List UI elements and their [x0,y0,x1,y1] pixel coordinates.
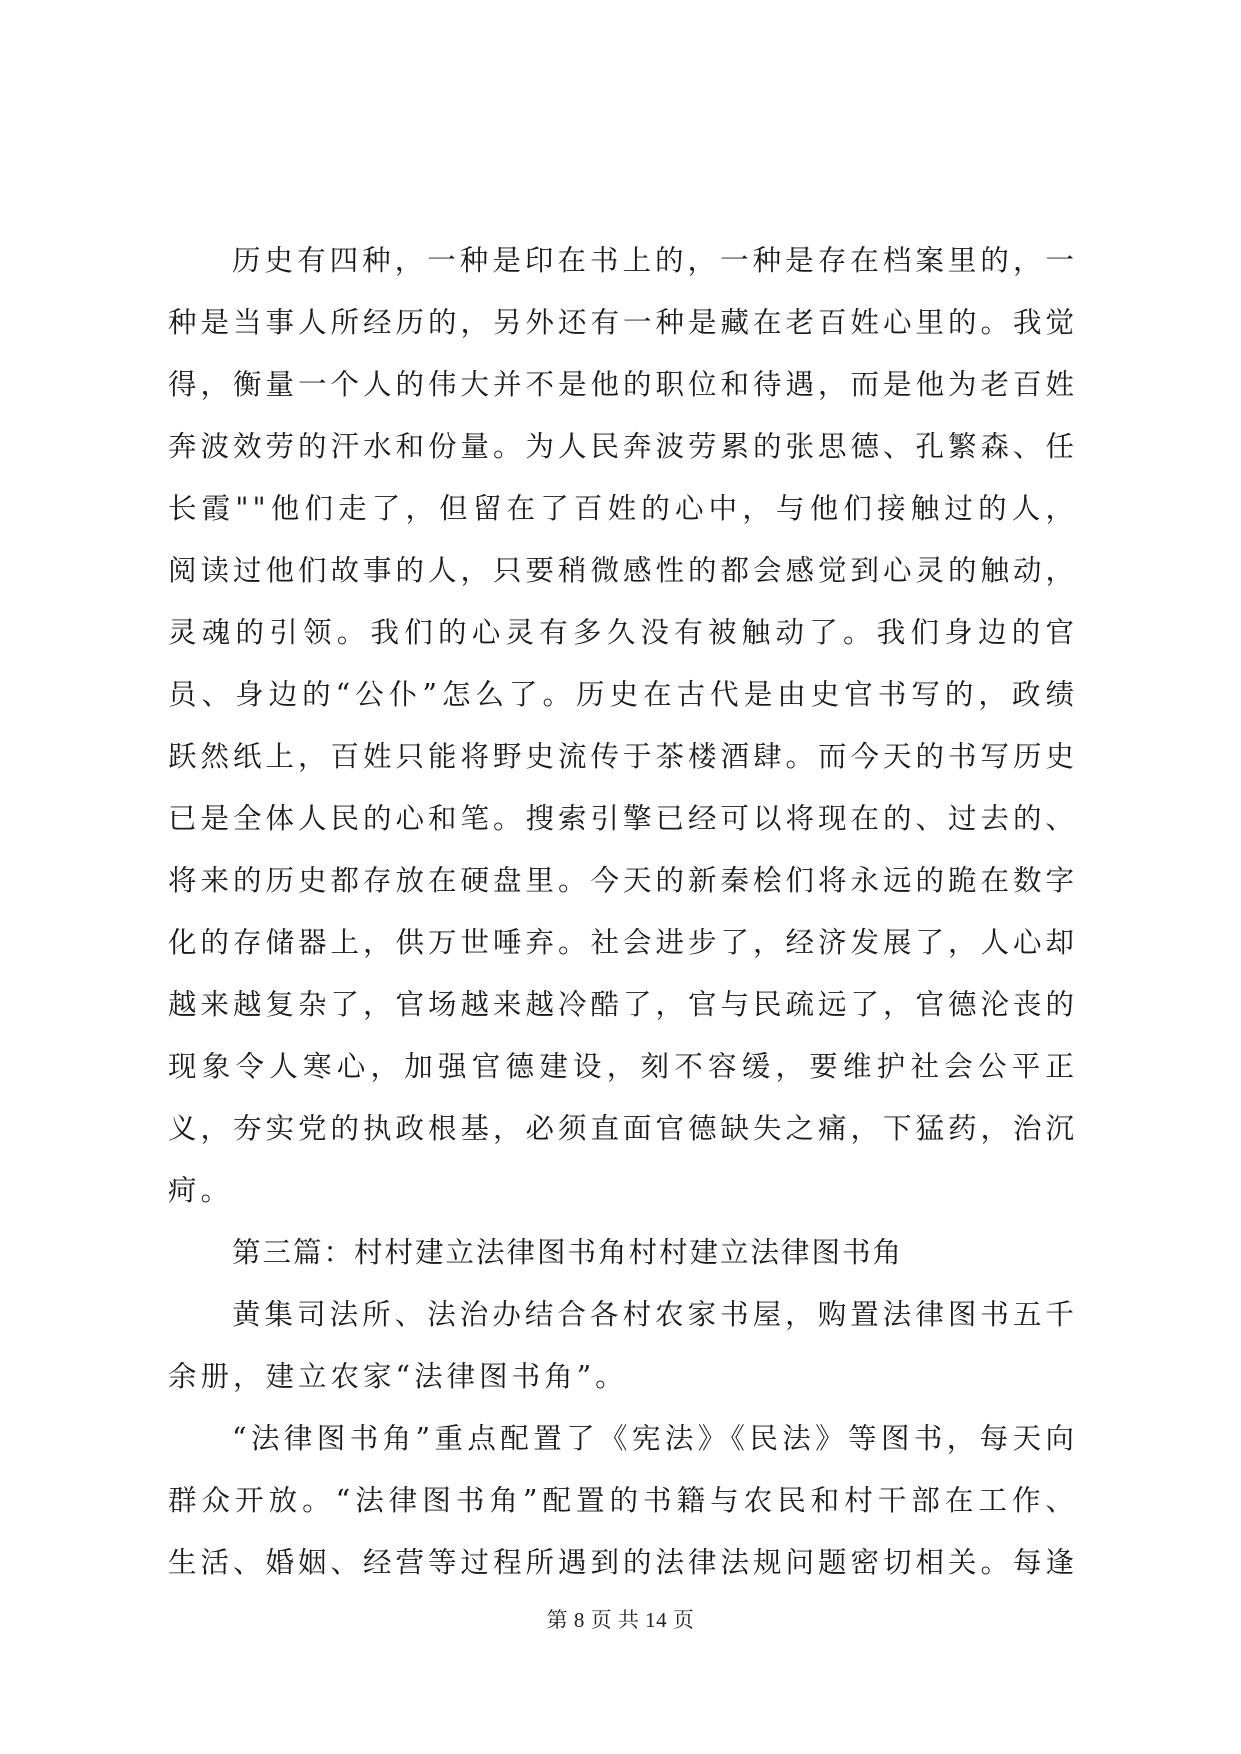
paragraph-library-detail: “法律图书角”重点配置了《宪法》《民法》等图书，每天向群众开放。“法律图书角”配置的书籍与农民和村干部在工作、生活、婚姻、经营等过程所遇到的法律法规问题密切相关。每逢 [168,1422,1079,1579]
section-heading: 第三篇：村村建立法律图书角村村建立法律图书角 [232,1236,904,1269]
paragraph-library-intro: 黄集司法所、法治办结合各村农家书屋，购置法律图书五千余册，建立农家“法律图书角”。 [168,1298,1078,1393]
document-body [168,230,1078,1594]
page-footer [0,1604,1241,1634]
page-number-label: 第 8 页 共 14 页 [546,1608,695,1632]
paragraph-history: 历史有四种，一种是印在书上的，一种是存在档案里的，一种是当事人所经历的，另外还有一种是藏在老百姓心里的。我觉得，衡量一个人的伟大并不是他的职位和待遇，而是他为老百姓奔波效劳的汗水和份量。为人民奔波劳累的张思德、孔繁森、任长霞""他们走了，但留在了百姓的心中，与他们接触过的人，阅读过他们故事的人，只要稍微感性的都会感觉到心灵的触动，灵魂的引领。我们的心灵有多久没有被触动了。我们身边的官员、身边的“公仆”怎么了。历史在古代是由史官书写的，政绩跃然纸上，百姓只能将野史流传于茶楼酒肆。而今天的书写历史已是全体人民的心和笔。搜索引擎已经可以将现在的、过去的、将来的历史都存放在硬盘里。今天的新秦桧们将永远的跪在数字化的存储器上，供万世唾弃。社会进步了，经济发展了，人心却越来越复杂了，官场越来越冷酷了，官与民疏远了，官德沦丧的现象令人寒心，加强官德建设，刻不容缓，要维护社会公平正义，夯实党的执政根基，必须直面官德缺失之痛，下猛药，治沉疴。 [168,244,1079,1207]
